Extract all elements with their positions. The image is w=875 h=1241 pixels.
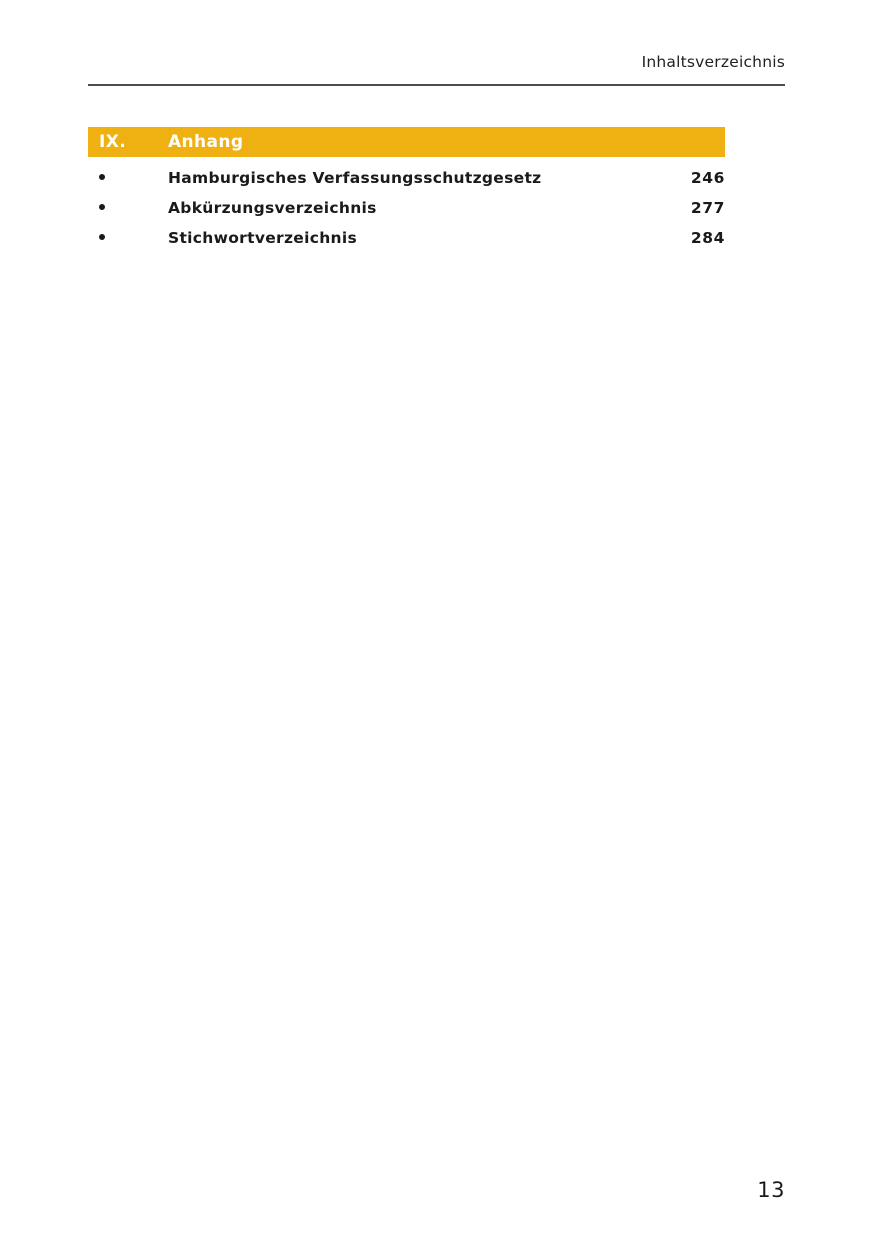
- toc-entry-label: Stichwortverzeichnis: [168, 229, 358, 247]
- page-footer: [88, 1178, 785, 1202]
- section-title: Anhang: [168, 132, 244, 152]
- bullet-cell: [88, 169, 168, 187]
- list-item[interactable]: [88, 169, 725, 199]
- running-title: Inhaltsverzeichnis: [641, 53, 785, 71]
- bullet-icon: [99, 204, 105, 210]
- page-header: [88, 52, 785, 80]
- toc-entry-label: Hamburgisches Verfassungsschutzgesetz: [168, 169, 542, 187]
- toc-entry-page: 284: [690, 229, 725, 247]
- bullet-cell: [88, 229, 168, 247]
- bullet-icon: [99, 174, 105, 180]
- toc-section-anhang: [88, 127, 725, 259]
- list-item[interactable]: [88, 199, 725, 229]
- section-numeral: IX.: [99, 132, 127, 152]
- toc-entry-list: [88, 169, 725, 259]
- toc-entry-page: 277: [690, 199, 725, 217]
- toc-entry-label: Abkürzungsverzeichnis: [168, 199, 377, 217]
- header-divider: [88, 84, 785, 86]
- section-header-bar: [88, 127, 725, 157]
- toc-entry-page: 246: [690, 169, 725, 187]
- bullet-cell: [88, 199, 168, 217]
- bullet-icon: [99, 234, 105, 240]
- list-item[interactable]: [88, 229, 725, 259]
- page-number: 13: [757, 1178, 785, 1202]
